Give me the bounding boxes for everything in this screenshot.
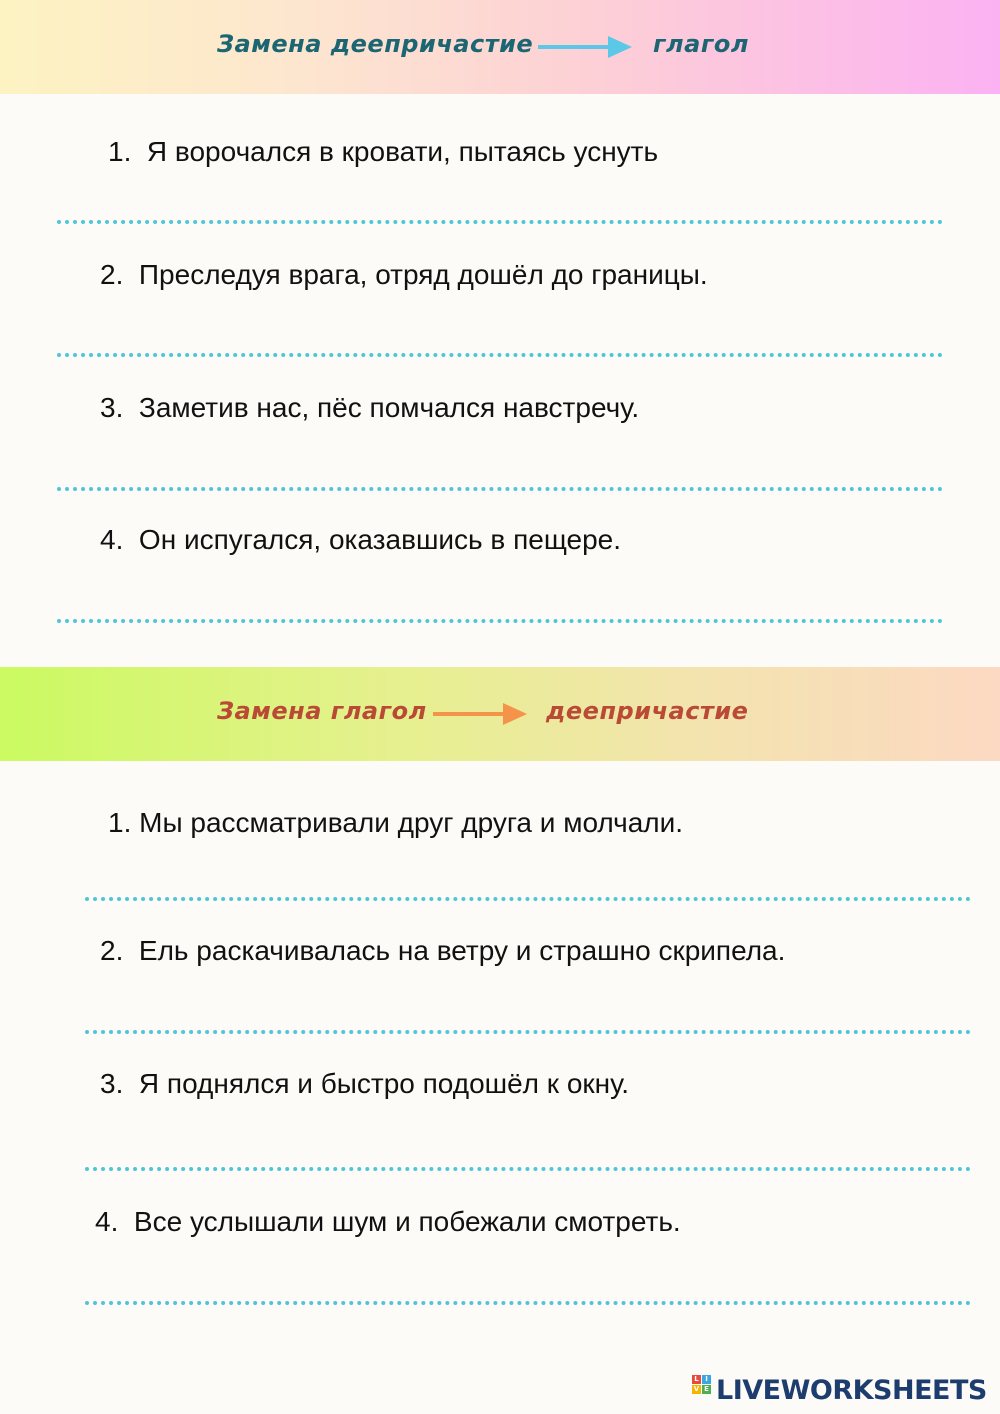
section-2-title-left: Замена глагол — [217, 697, 427, 725]
answer-line-2-4[interactable] — [85, 1301, 971, 1305]
exercise-2-3 — [100, 1067, 629, 1101]
item-number: 4. — [95, 1206, 119, 1237]
sentence-text: Я ворочался в кровати, пытаясь уснуть — [146, 136, 659, 167]
exercise-1-1 — [108, 135, 658, 169]
answer-line-1-2[interactable] — [57, 353, 943, 357]
liveworksheets-logo — [692, 1372, 987, 1408]
exercise-2-1 — [108, 806, 683, 840]
answer-line-2-1[interactable] — [85, 897, 971, 901]
section-2-header — [0, 667, 1000, 761]
section-1-title-left: Замена деепричастие — [217, 30, 534, 58]
sentence-text: Я поднялся и быстро подошёл к окну. — [138, 1068, 630, 1099]
sentence-text: Все услышали шум и побежали смотреть. — [133, 1206, 681, 1237]
answer-line-1-1[interactable] — [57, 220, 943, 224]
item-number: 4. — [100, 524, 124, 555]
exercise-2-2 — [100, 934, 785, 968]
item-number: 3. — [100, 1068, 124, 1099]
sentence-text: Он испугался, оказавшись в пещере. — [138, 524, 622, 555]
item-number: 3. — [100, 392, 124, 423]
item-number: 2. — [100, 259, 124, 290]
exercise-1-4 — [100, 523, 621, 557]
item-number: 1. — [108, 807, 132, 838]
badge-letter: I — [702, 1375, 711, 1384]
badge-letter: E — [702, 1385, 711, 1394]
exercise-1-3 — [100, 391, 639, 425]
answer-line-1-3[interactable] — [57, 487, 943, 491]
item-number: 1. — [108, 136, 132, 167]
sentence-text: Преследуя врага, отряд дошёл до границы. — [138, 259, 708, 290]
sentence-text: Ель раскачивалась на ветру и страшно скрипела. — [138, 935, 786, 966]
section-2-title-right: деепричастие — [546, 697, 749, 725]
exercise-1-2 — [100, 258, 708, 292]
answer-line-2-3[interactable] — [85, 1167, 971, 1171]
section-1-header — [0, 0, 1000, 94]
arrow-right-icon — [538, 36, 632, 58]
badge-letter: L — [692, 1375, 701, 1384]
sentence-text: Мы рассматривали друг друга и молчали. — [139, 807, 684, 838]
section-1-title-right: глагол — [653, 30, 749, 58]
badge-letter: V — [693, 1385, 700, 1393]
logo-badge-icon — [692, 1375, 712, 1405]
answer-line-1-4[interactable] — [57, 619, 943, 623]
item-number: 2. — [100, 935, 124, 966]
exercise-2-4 — [95, 1205, 681, 1239]
arrow-right-icon — [433, 703, 527, 725]
answer-line-2-2[interactable] — [85, 1030, 971, 1034]
sentence-text: Заметив нас, пёс помчался навстречу. — [138, 392, 640, 423]
logo-text: LIVEWORKSHEETS — [716, 1374, 987, 1406]
